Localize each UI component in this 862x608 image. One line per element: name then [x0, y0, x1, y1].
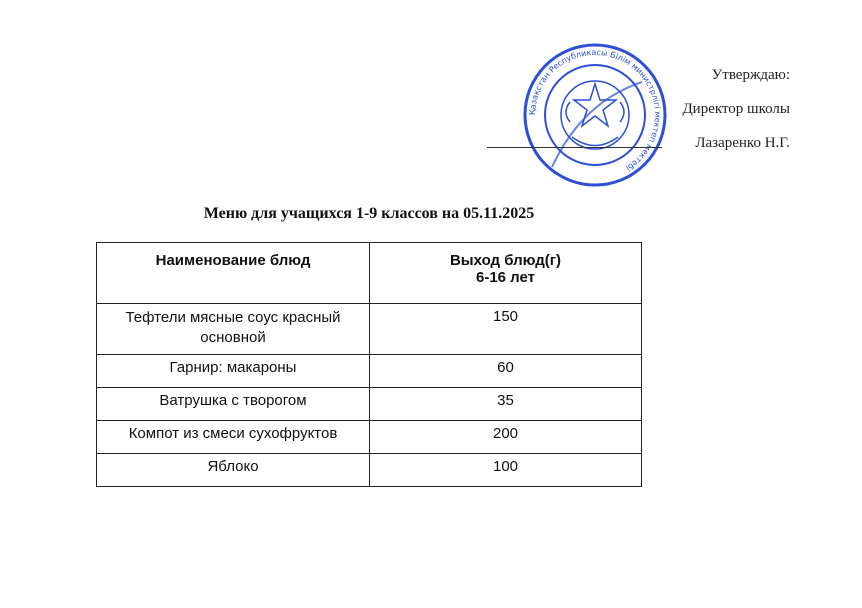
- svg-text:Қазақстан Республикасы Білім м: Қазақстан Республикасы Білім министрлігі мектеп ектебі: [527, 47, 663, 173]
- table-row: [97, 454, 642, 487]
- signature-line: [487, 147, 662, 148]
- approval-block: [640, 58, 790, 160]
- table-header-row: [97, 243, 642, 304]
- approval-name: Лазаренко Н.Г.: [695, 135, 790, 151]
- header-yield-line2: 6-16 лет: [475, 269, 535, 286]
- header-yield-line1: Выход блюд(г): [449, 252, 562, 269]
- dish-cell: Яблоко: [97, 454, 370, 487]
- yield-cell: 200: [370, 421, 642, 454]
- dish-cell: Ватрушка с творогом: [97, 388, 370, 421]
- dish-cell: Компот из смеси сухофруктов: [97, 421, 370, 454]
- menu-table: [96, 242, 642, 487]
- yield-cell: 100: [370, 454, 642, 487]
- header-dish: Наименование блюд: [97, 243, 370, 304]
- table-row: [97, 421, 642, 454]
- yield-cell: 150: [370, 304, 642, 355]
- menu-title: Меню для учащихся 1-9 классов на 05.11.2025: [203, 205, 535, 222]
- dish-cell: Гарнир: макароны: [97, 355, 370, 388]
- yield-cell: 60: [370, 355, 642, 388]
- approval-title: Утверждаю:: [711, 67, 790, 83]
- yield-cell: 35: [370, 388, 642, 421]
- approval-position: Директор школы: [682, 101, 790, 117]
- dish-cell: Тефтели мясные соус красный основной: [97, 304, 370, 355]
- table-row: [97, 355, 642, 388]
- header-yield: [370, 243, 642, 304]
- table-row: [97, 388, 642, 421]
- table-row: [97, 304, 642, 355]
